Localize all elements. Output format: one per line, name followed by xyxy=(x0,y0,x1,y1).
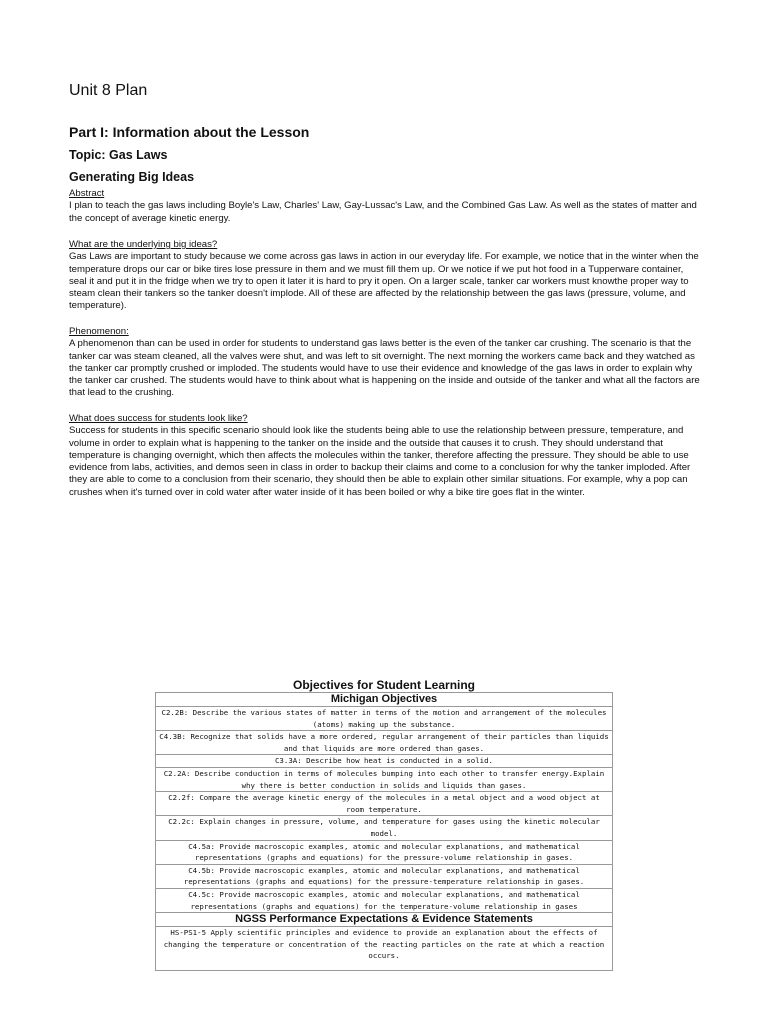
objectives-table xyxy=(155,692,613,971)
michigan-objective-cell: C2.2A: Describe conduction in terms of molecules bumping into each other to transfer energy.Explain why there is better conduction in solids and liquids than gases. xyxy=(156,767,613,791)
big-ideas-text: Gas Laws are important to study because we come across gas laws in action in our everyday life. For example, we notice that in the winter when the temperature drops our car or bike tires lose pressure in them and we must fill them up. Or we notice if we put hot food in a Tupperware container, seal it and put it in the fridge when we try to open it later it is hard to pry it open. On a larger scale, tanker car workers must knowthe proper way to steam clean their tankers so the tanker doesn't implode. All of these are affected by the relationship between the gas laws (pressure, volume, and temperature). xyxy=(69,251,699,312)
abstract-heading: Abstract xyxy=(69,188,105,199)
section-heading: Generating Big Ideas xyxy=(69,170,195,184)
table-row xyxy=(156,731,613,755)
success-section xyxy=(69,413,701,499)
michigan-objective-cell: C4.3B: Recognize that solids have a more ordered, regular arrangement of their particles than liquids and that liquids are more ordered than gases. xyxy=(156,731,613,755)
michigan-objective-cell: C3.3A: Describe how heat is conducted in a solid. xyxy=(156,755,613,768)
table-row xyxy=(156,888,613,912)
table-row xyxy=(156,707,613,731)
topic-heading: Topic: Gas Laws xyxy=(69,148,168,162)
table-row xyxy=(156,913,613,927)
abstract-text: I plan to teach the gas laws including Boyle's Law, Charles' Law, Gay-Lussac's Law, and the Combined Gas Law. As well as the states of matter and the concept of average kinetic energy. xyxy=(69,200,697,224)
table-row xyxy=(156,816,613,840)
big-ideas-section xyxy=(69,239,701,313)
michigan-objective-cell: C2.2B: Describe the various states of matter in terms of the motion and arrangement of the molecules (atoms) making up the substance. xyxy=(156,707,613,731)
success-text: Success for students in this specific scenario should look like the students being able to use the relationship between pressure, temperature, and volume in order to explain what is happening to the tanker on the inside and the outside that causes it to crush. They should understand that temperature is changing overnight, which then affects the molecules within the tanker, therefore affecting the pressure. They should be able to use evidence from labs, activities, and demos seen in class in order to backup their claims and come to a conclusion for why the tanker imploded. After they are able to come to a conclusion from their scenario, they should then be able to explain other similar situations. For example, why a pop can crushes when it's turned over in cold water after water inside of it has been boiled or why a bike tire goes flat in the winter. xyxy=(69,425,691,498)
michigan-objective-cell: C4.5a: Provide macroscopic examples, atomic and molecular explanations, and mathematical representations (graphs and equations) for the pressure-volume relationship in gases. xyxy=(156,840,613,864)
table-row xyxy=(156,755,613,768)
table-row xyxy=(156,792,613,816)
phenomenon-heading: Phenomenon: xyxy=(69,326,129,337)
objectives-title: Objectives for Student Learning xyxy=(292,678,476,692)
big-ideas-heading: What are the underlying big ideas? xyxy=(69,239,218,250)
michigan-objective-cell: C4.5b: Provide macroscopic examples, atomic and molecular explanations, and mathematical representations (graphs and equations) for the pressure-temperature relationship in gases. xyxy=(156,864,613,888)
table-row xyxy=(156,864,613,888)
abstract-section xyxy=(69,188,701,225)
table-row xyxy=(156,767,613,791)
part-title: Part I: Information about the Lesson xyxy=(69,124,310,140)
phenomenon-section xyxy=(69,326,701,400)
michigan-objective-cell: C2.2c: Explain changes in pressure, volume, and temperature for gases using the kinetic molecular model. xyxy=(156,816,613,840)
phenomenon-text: A phenomenon than can be used in order for students to understand gas laws better is the even of the tanker car crushing. The scenario is that the tanker car was steam cleaned, all the valves were shut, and was left to sit overnight. The next morning the workers came back and they watched as the tanker car promptly crushed or imploded. The students would have to use their evidence and knowledge of the gas laws in order to explain why the tanker car crushed. The students would have to think about what is happening on the inside and outside of the tanker and what all the factors are that lead to the crushing. xyxy=(69,338,700,399)
success-heading: What does success for students look like? xyxy=(69,413,248,424)
table-row xyxy=(156,840,613,864)
ngss-objective-cell: HS-PS1-5 Apply scientific principles and evidence to provide an explanation about the effects of changing the temperature or concentration of the reacting particles on the rate at which a reaction occurs. xyxy=(156,927,613,971)
table-row xyxy=(156,927,613,971)
unit-title: Unit 8 Plan xyxy=(69,82,148,99)
michigan-objective-cell: C2.2f: Compare the average kinetic energy of the molecules in a metal object and a wood object at room temperature. xyxy=(156,792,613,816)
ngss-heading: NGSS Performance Expectations & Evidence Statements xyxy=(156,913,613,927)
michigan-objectives-heading: Michigan Objectives xyxy=(156,693,613,707)
table-row xyxy=(156,693,613,707)
michigan-objective-cell: C4.5c: Provide macroscopic examples, atomic and molecular explanations, and mathematical representations (graphs and equations) for the temperature-volume relationship in gases xyxy=(156,888,613,912)
